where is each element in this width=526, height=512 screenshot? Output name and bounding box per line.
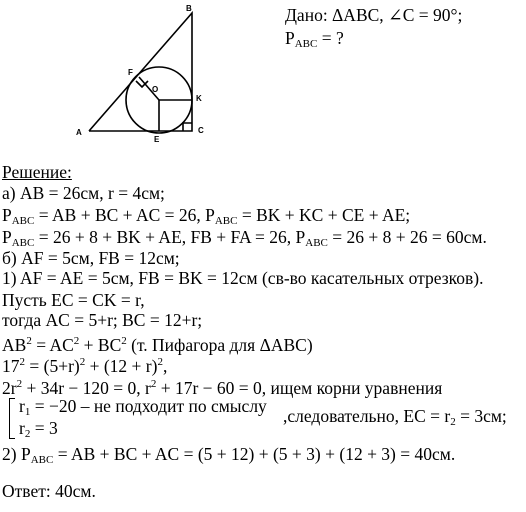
solution-line-1: а) AB = 26см, r = 4см; (2, 183, 165, 203)
solution-line-6: Пусть EC = CK = r, (2, 290, 145, 310)
system-brace (9, 398, 15, 439)
solution-line-8: $AB^2 = AC^2 + BC^2$ (т. Пифагора для ΔABC) (2, 335, 313, 355)
solution-line-7: тогда AC = 5+r; BC = 12+r; (2, 310, 203, 330)
right-angle-mark-c (183, 123, 192, 131)
solution-heading: Решение: (2, 162, 72, 182)
answer: Ответ: 40см. (2, 481, 96, 501)
solution-line-5: 1) AF = AE = 5см, FB = BK = 12см (св-во касательных отрезков). (2, 268, 484, 288)
solution-line-9: $17^2 = (5+r)^2 + (12 + r)^2$, (2, 356, 168, 376)
conclusion: ,следовательно, EC = $r_2 = 3см$; (283, 406, 507, 428)
label-a: A (76, 128, 82, 137)
root-1: $r_1 = -20$ – не подходит по смыслу (19, 396, 267, 418)
label-f: F (128, 68, 133, 77)
solution-line-10: $2r^2 + 34r - 120 = 0$, $r^2 + 17r - 60 = 0$, ищем корни уравнения (2, 378, 443, 398)
label-o: O (152, 85, 159, 94)
solution-line-2: $P_{ABC}$ = AB + BC + AC = 26, $P_{ABC}$ = BK + KC + CE + AE; (2, 205, 411, 227)
label-c: C (198, 126, 204, 135)
label-b: B (186, 4, 192, 13)
solution-line-11: 2) $P_{ABC}$ = AB + BC + AC = (5 + 12) + (5 + 3) + (12 + 3) = 40см. (2, 444, 456, 466)
label-k: K (196, 94, 202, 103)
given-line-1: Дано: ΔABC, ∠C = 90°; (285, 5, 463, 25)
label-e: E (154, 135, 160, 144)
given-line-2: $P_{ABC}$ = ? (285, 28, 344, 50)
solution-line-4: б) AF = 5см, FB = 12см; (2, 248, 180, 268)
root-2: $r_2 = 3$ (19, 418, 58, 440)
solution-line-3: $P_{ABC} = 26 + 8$ + BK + AE, FB + FA = 26, $P_{ABC} = 26 + 8 + 26 = 60см$. (2, 227, 487, 249)
